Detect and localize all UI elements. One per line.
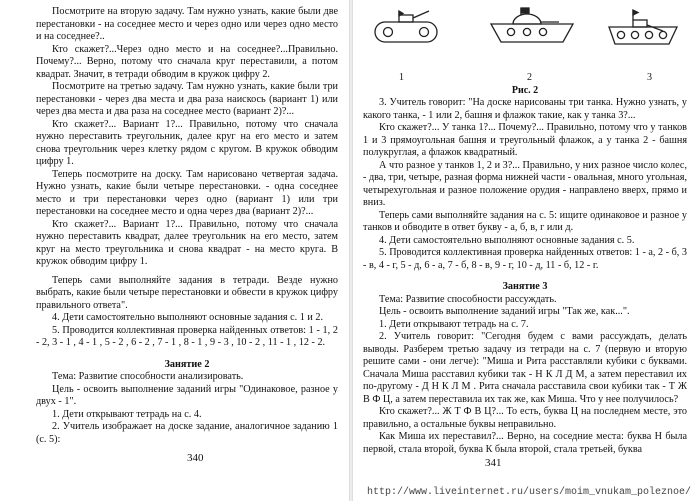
paragraph: Цель - освоить выполнение заданий игры "Одинаковое, разное у двух - 1". [36, 383, 338, 407]
paragraph: Посмотрите на третью задачу. Там нужно узнать, какие были три перестановки - через два места и два раза наискось (вариант 1) или через два места и два раза на соседнее место (вариант 2)?... [36, 81, 338, 117]
watermark-url: http://www.liveinternet.ru/users/moim_vnukam_poleznoe/ [366, 487, 691, 498]
paragraph: Кто скажет?... У танка 1?... Почему?... Правильно, потому что у танков 1 и 3 прямоугольная башня и треугольный флажок, а у танка 2 - башня полукруглая, а флажок квадратный. [363, 122, 687, 158]
left-page [0, 0, 349, 501]
left-page-text [36, 6, 338, 446]
paragraph: Как Миша их переставил?... Верно, на соседние места: буква Н была первой, стала второй, буква К была второй, стала третьей, буква [363, 431, 687, 455]
paragraph: 5. Проводится коллективная проверка найденных ответов: 1 - 1, 2 - 2, 3 - 1 , 4 - 1 , 5 - 2 , 6 - 2 , 7 - 1 , 8 - 1 , 9 - 3 , 10 - 2 , 11 - 1 , 12 - 2. [36, 324, 338, 348]
paragraph: Посмотрите на вторую задачу. Там нужно узнать, какие были две перестановки - на соседнее место и через одно или через одно место и на соседнее?.. [36, 6, 338, 42]
lesson-heading: Занятие 2 [164, 358, 210, 370]
figure-caption: Рис. 2 [511, 85, 539, 96]
paragraph: Кто скажет?... Вариант 1?... Правильно, потому что сначала нужно переставить треугольник, далее круг на его место и затем снова треугольник через клетку рядом с кругом. В кружок обводим цифру 1. [36, 118, 338, 167]
paragraph: А что разное у танков 1, 2 и 3?... Правильно, у них разное число колес, - два, три, четыре, разная форма нижней части - овальная, много угольная, четырехугольная и разное положение орудия - направлено вверх, прямо и вниз. [363, 159, 688, 208]
tank-drawings [363, 6, 687, 84]
paragraph: 1. Дети открывают тетрадь на с. 7. [379, 318, 529, 330]
paragraph: 3. Учитель говорит: "На доске нарисованы три танка. Нужно узнать, у какого танка, - 1 или 2, башня и флажок такие, как у танка 3?... [363, 97, 687, 121]
paragraph: Теперь сами выполняйте задания в тетради. Везде нужно выбрать, какие были четыре перестановки и обвести в кружок цифру правильного ответа". [36, 274, 338, 311]
tank-2-drawing [491, 8, 573, 42]
tank-3-drawing [609, 10, 677, 44]
paragraph: Тема: Развитие способности рассуждать. [379, 293, 557, 305]
paragraph: Теперь сами выполняйте задания на с. 5: ищите одинаковое и разное у танков и обводите в ответ букву - а, б, в, г или д. [363, 209, 687, 233]
paragraph: Кто скажет?... Ж Т Ф В Ц?... То есть, буква Ц на последнем месте, это правильно, а остальные буквы неправильно. [363, 406, 687, 430]
figure-number: 1 [399, 72, 404, 83]
paragraph: Кто скажет?...Через одно место и на соседнее?...Правильно. Почему?... Верно, потому что сначала круг переставили, а потом квадрат. Значит, в тетради обводим в кружок цифру 2. [36, 43, 338, 80]
right-page [353, 0, 699, 501]
figure-number: 2 [527, 72, 532, 83]
paragraph: 4. Дети самостоятельно выполняют основные задания с. 5. [379, 234, 635, 246]
paragraph: 1. Дети открывают тетрадь на с. 4. [52, 408, 202, 420]
paragraph: Теперь посмотрите на доску. Там нарисовано четвертая задача. Нужно узнать, какие были четыре перестановки. - одна соседнее место и три перестановки через одно (вариант 1) или три перестановки на соседнее место и одна через два (вариант 2)?... [36, 168, 338, 217]
lesson-heading: Занятие 3 [502, 281, 548, 292]
figure-number: 3 [647, 72, 652, 83]
page-number: 340 [187, 452, 204, 464]
paragraph: 2. Учитель говорит: "Сегодня будем с вами рассуждать, делать выводы. Разберем третью задачу из тетради на с. 7 (первую и вторую решите сами - они легче): "Миша и Рита расставляли кубики с буквами. Сначала Миша расставил кубики так - Н К Л Д М, а затем переставил их по-другому - Д Н К Л М . Рита сначала расставила свои кубики так - Т Ж В Ф Ц, а затем переставила их так же, как Миша. Что у нее получилось? [363, 331, 687, 405]
paragraph: 4. Дети самостоятельно выполняют основные задания с. 1 и 2. [52, 312, 324, 323]
page-number: 341 [485, 457, 502, 469]
paragraph: Кто скажет?... Вариант 1?... Правильно, потому что сначала нужно переставить квадрат, далее треугольник на его место, затем круг на место треугольника и снова квадрат - на место круга. В кружок обводим цифру 1. [36, 218, 338, 267]
paragraph: 5. Проводится коллективная проверка найденных ответов: 1 - а, 2 - б, 3 - в, 4 - г, 5 - д, 6 - а, 7 - б, 8 - в, 9 - г, 10 - д, 11 - б, 12 - г. [363, 247, 687, 271]
paragraph: Цель - освоить выполнение заданий игры "Так же, как...". [379, 306, 630, 317]
paragraph: 2. Учитель изображает на доске задание, аналогичное заданию 1 (с. 5): [36, 421, 338, 445]
tank-figure [363, 6, 687, 94]
paragraph: Тема: Развитие способности анализировать. [52, 371, 244, 382]
tank-1-drawing [375, 11, 437, 42]
right-page-text [363, 6, 687, 456]
